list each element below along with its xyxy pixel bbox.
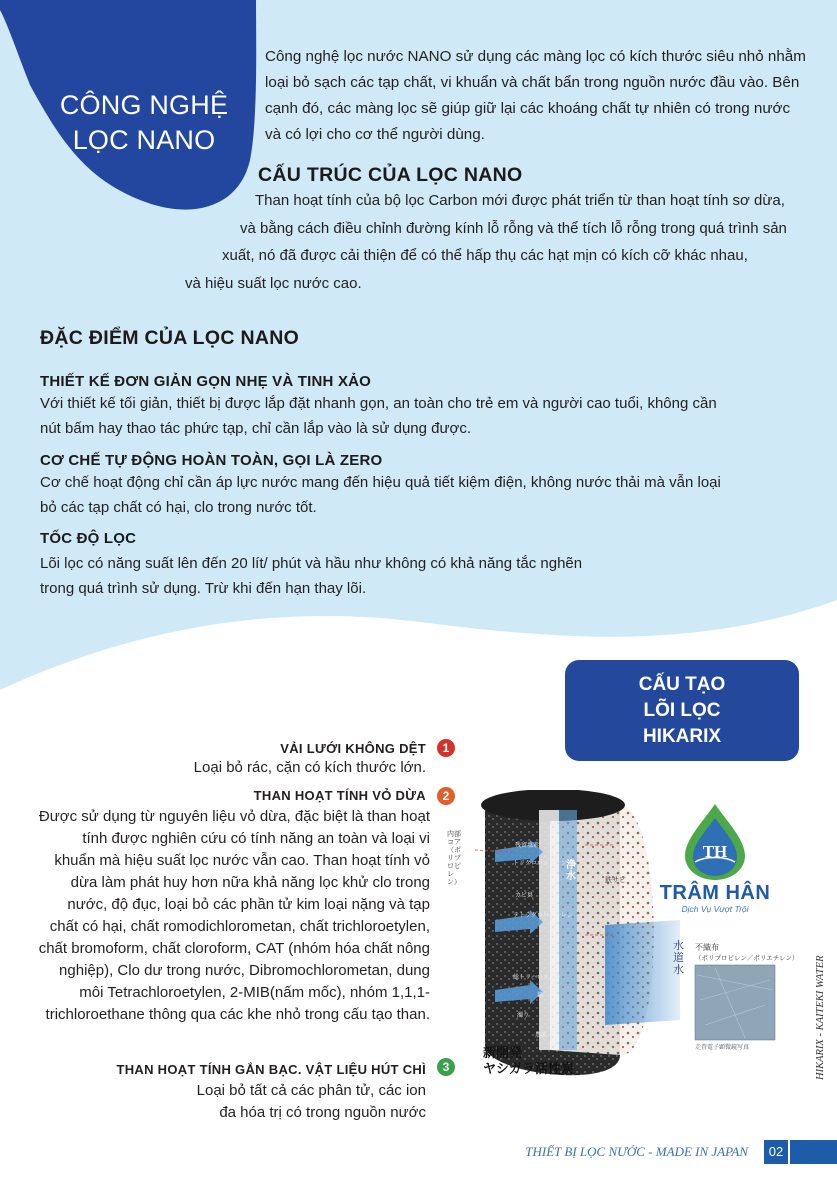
- structure-heading: CẤU TRÚC CỦA LỌC NANO: [258, 164, 523, 186]
- intro-title-line2: LỌC NANO: [72, 125, 216, 155]
- tag: 農薬: [535, 1032, 548, 1039]
- logo-name: TRÂM HÂN: [659, 882, 771, 904]
- number-badge: 3: [437, 1058, 455, 1076]
- logo-slogan: Dịch Vụ Vượt Trội: [681, 904, 749, 914]
- feature-title: TỐC ĐỘ LỌC: [40, 530, 137, 547]
- side-caption: HIKARIX - KAITEKI WATER: [815, 955, 826, 1080]
- component-title: THAN HOẠT TÍNH GẮN BẠC. VẬT LIỆU HÚT CHÌ: [116, 1062, 426, 1077]
- label-clean-water: 浄水: [566, 860, 576, 882]
- feature-title: CƠ CHẾ TỰ ĐỘNG HOÀN TOÀN, GỌI LÀ ZERO: [40, 452, 383, 469]
- tag: 総トリハロメタン: [513, 974, 561, 981]
- footer-text: THIẾT BỊ LỌC NƯỚC - MADE IN JAPAN: [525, 1144, 748, 1159]
- structure-line: và bằng cách điều chỉnh đường kính lỗ rỗng và thể tích lỗ rỗng trong quá trình sản: [240, 220, 787, 237]
- tag: 残留塩素: [515, 842, 540, 849]
- number-badge: 1: [437, 739, 455, 757]
- tag: トリクロロエチレン: [513, 860, 567, 867]
- component-title: THAN HOẠT TÍNH VỎ DỪA: [253, 788, 426, 803]
- water-drop-icon: [645, 800, 785, 880]
- label-tap-water: 水道水: [673, 939, 684, 976]
- hikarix-badge: [565, 660, 799, 761]
- label-nonwoven-sub: （ポリプロピレン／ポリエチレン）: [695, 954, 799, 962]
- number-badge: 2: [437, 787, 455, 805]
- label-coconut-carbon: [483, 1046, 574, 1078]
- badge-line3: HIKARIX: [642, 726, 722, 747]
- tram-han-logo: [645, 800, 785, 914]
- component-body: Được sử dụng từ nguyên liệu vỏ dừa, đặc biệt là than hoạt tính được nghiên cứu có tính năng an toàn và loại vi khuẩn mà hiệu suất lọc nước vẫn cao. Than hoạt tính vỏ dừa làm phát huy hơn nữa khả năng lọc khử clo trong nước, độ đục, loại bỏ các phần tử kim loại nặng và tạp chất có hại, chất romodichlorometan, chất trichloroetylen, chất bromoform, chất cloroform, CAT (nhóm hóa chất nông nghiệp), Clo dư trong nước, Dibromochlorometan, dung môi Tetrachloroetylen, 2-MIB(nấm mốc), nhóm 1,1,1-trichloroethane thông qua các khe nhỏ trong cấu tạo than.: [38, 808, 430, 1023]
- label-nonwoven: 不織布: [695, 943, 719, 952]
- feature-title: THIẾT KẾ ĐƠN GIẢN GỌN NHẸ VÀ TINH XẢO: [40, 373, 372, 390]
- intro-title-line1: CÔNG NGHỆ: [59, 90, 229, 120]
- structure-line: Than hoạt tính của bộ lọc Carbon mới được phát triển từ than hoạt tính sơ dừa,: [255, 192, 785, 209]
- structure-line: và hiệu suất lọc nước cao.: [185, 275, 362, 292]
- tag: 濁り: [517, 1012, 530, 1019]
- footer-bar: [790, 1140, 837, 1164]
- features-heading: ĐẶC ĐIỂM CỦA LỌC NANO: [40, 327, 300, 349]
- tag: 鉛: [537, 992, 544, 999]
- label-inner-core: 内部コア（ポリプロピレン）: [447, 830, 461, 886]
- badge-line2: LÕI LỌC: [643, 700, 721, 721]
- label-coconut-carbon-line1: 新開発: [483, 1046, 523, 1061]
- tag: テトラクロロエチレン: [513, 912, 573, 919]
- label-micrograph: 走査電子顕微鏡写真: [695, 1044, 750, 1051]
- intro-paragraph: Công nghệ lọc nước NANO sử dụng các màng lọc có kích thước siêu nhỏ nhằm loại bỏ sạch các tạp chất, vi khuẩn và chất bẩn trong nguồn nước đầu vào. Bên cạnh đó, các màng lọc sẽ giúp giữ lại các khoáng chất tự nhiên có trong nước và có lợi cho cơ thể người dùng.: [265, 48, 806, 143]
- tag: カビ臭: [515, 892, 534, 899]
- component-body: Loại bỏ rác, cặn có kích thước lớn.: [193, 759, 426, 776]
- intro-title: [44, 88, 244, 158]
- structure-line: xuất, nó đã được cải thiện để có thể hấp thụ các hạt mịn có kích cỡ khác nhau,: [222, 247, 748, 264]
- feature-body: Với thiết kế tối giản, thiết bị được lắp đặt nhanh gọn, an toàn cho trẻ em và người cao tuổi, không cần nút bấm hay thao tác phức tạp, chỉ cần lắp vào là sử dụng được.: [40, 395, 717, 437]
- page-number: 02: [764, 1140, 788, 1164]
- label-rust: 鉄サビ: [605, 876, 626, 884]
- component-title: VẢI LƯỚI KHÔNG DỆT: [280, 741, 426, 756]
- label-coconut-carbon-line2: ヤシガラ活性炭: [483, 1062, 574, 1077]
- badge-line1: CẤU TẠO: [638, 674, 726, 695]
- logo-mark: TH: [702, 842, 728, 861]
- feature-body: Cơ chế hoạt động chỉ cần áp lực nước mang đến hiệu quả tiết kiệm điện, không nước thải mà vẫn loại bỏ các tạp chất có hại, clo trong nước tốt.: [40, 474, 721, 516]
- component-body: Loại bỏ tất cả các phân tử, các ion đa hóa trị có trong nguồn nước: [196, 1082, 426, 1121]
- nonwoven-sample: [695, 965, 775, 1040]
- feature-body: Lõi lọc có năng suất lên đến 20 lít/ phút và hầu như không có khả năng tắc nghẽn trong quá trình sử dụng. Trừ khi đến hạn thay lõi.: [40, 555, 583, 597]
